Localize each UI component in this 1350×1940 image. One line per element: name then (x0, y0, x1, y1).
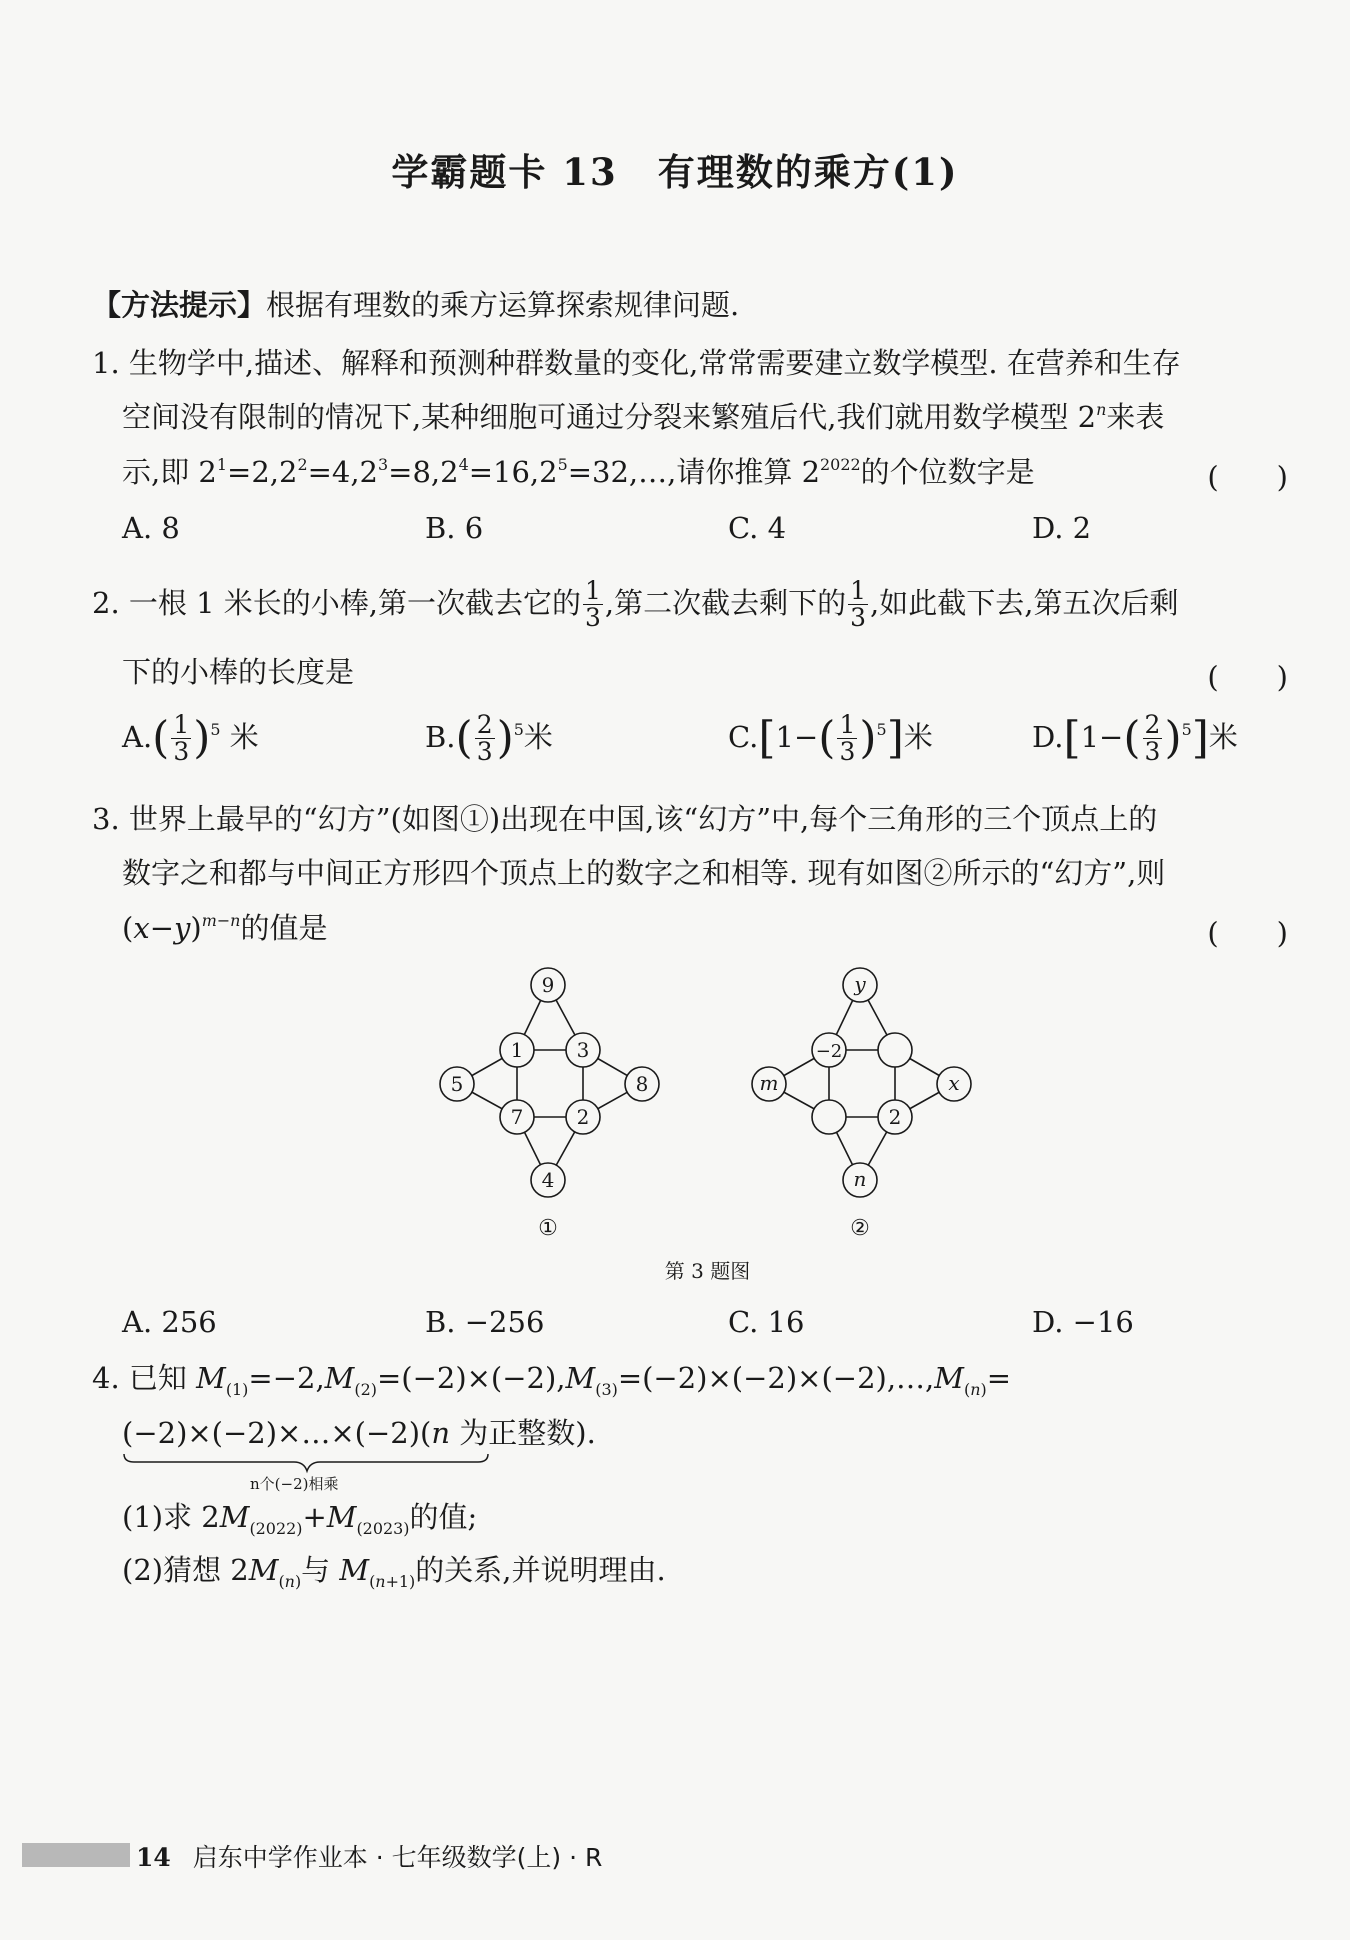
q2-option-d: D.[1−( $\frac{2}{3}$ )$^5$]米 (1032, 710, 1238, 767)
fig2-br-value: 2 (888, 1105, 902, 1129)
fig1-top-value: 9 (541, 973, 555, 997)
footer-bar (22, 1843, 130, 1867)
fig2-label: ② (850, 1216, 870, 1241)
q2-option-b: B.( $\frac{2}{3}$ )$^5$米 (425, 710, 553, 767)
fraction: $\frac{1}{3}$ (585, 576, 601, 633)
fraction: $\frac{1}{3}$ (850, 576, 867, 633)
figure-1-lines (457, 985, 642, 1180)
page-footer (136, 1838, 602, 1874)
footer-text: 启东中学作业本 · 七年级数学(上) · R (192, 1843, 603, 1872)
underbrace-label: n个(−2)相乘 (250, 1475, 339, 1493)
q2-option-c: C.[1−( $\frac{1}{3}$ )$^5$]米 (728, 710, 933, 767)
q2-answer-paren: ( ) (1207, 660, 1288, 694)
q1-line2: 空间没有限制的情况下,某种细胞可通过分裂来繁殖后代,我们就用数学模型 2$^n$来表 (122, 400, 1165, 434)
q3-option-c: C. 16 (728, 1305, 805, 1339)
fig1-bl-value: 7 (510, 1105, 524, 1129)
fig2-top-value: y (854, 972, 866, 996)
page-title: 学霸题卡 13 有理数的乘方(1) (391, 150, 959, 194)
page-number: 14 (136, 1843, 171, 1872)
q1-option-d: D. 2 (1032, 511, 1092, 545)
fig2-tl-value: −2 (815, 1041, 843, 1062)
fig2-left-value: m (759, 1071, 779, 1095)
fig1-left-value: 5 (450, 1072, 464, 1096)
q4-line2: (−2)×(−2)×…×(−2)(n 为正整数). (122, 1416, 596, 1450)
q3-option-d: D. −16 (1032, 1305, 1134, 1339)
q2-line2: 下的小棒的长度是 (122, 655, 355, 689)
figure-caption: 第 3 题图 (664, 1259, 751, 1283)
q3-line2: 数字之和都与中间正方形四个顶点上的数字之和相等. 现有如图②所示的“幻方”,则 (122, 856, 1166, 890)
method-text: 根据有理数的乘方运算探索规律问题. (266, 288, 740, 322)
fig1-right-value: 8 (635, 1072, 649, 1096)
q4-sub2: (2)猜想 $2M_{(n)}$与 $M_{(n+1)}$的关系,并说明理由. (122, 1553, 666, 1592)
fig2-right-value: x (948, 1071, 960, 1095)
figure-circles (440, 968, 971, 1197)
q3-line1: 3. 世界上最早的“幻方”(如图①)出现在中国,该“幻方”中,每个三角形的三个顶点上的 (92, 802, 1158, 836)
magic-square-figures (420, 960, 980, 1280)
q1-option-b: B. 6 (425, 511, 484, 545)
q2-option-a: A.( $\frac{1}{3}$ )$^5$ 米 (122, 710, 259, 767)
q3-answer-paren: ( ) (1207, 916, 1288, 950)
fig2-bottom-value: n (853, 1167, 867, 1191)
q1-option-c: C. 4 (728, 511, 787, 545)
q1-option-a: A. 8 (122, 511, 180, 545)
figure-2-lines (769, 985, 954, 1180)
q1-answer-paren: ( ) (1207, 460, 1288, 494)
fig1-label: ① (538, 1216, 558, 1241)
q1-line1: 1. 生物学中,描述、解释和预测种群数量的变化,常常需要建立数学模型. 在营养和生存 (92, 346, 1181, 380)
q4-sub1: (1)求 $2M_{(2022)}+M_{(2023)}$的值; (122, 1500, 478, 1539)
q4-line1: 4. 已知 $M_{(1)}=-2,M_{(2)}=(-2)\times(-2),M_{(3)}=(-2)\times(-2)\times(-2),\dots,M_{(n)}=$ (92, 1361, 1011, 1400)
underbrace-product: (−2)×(−2)×…×(−2) (122, 1416, 421, 1450)
fig1-tl-value: 1 (510, 1038, 524, 1062)
q3-option-a: A. 256 (122, 1305, 217, 1339)
method-hint (92, 288, 739, 323)
q1-line3: 示,即 $2^1=2,2^2=4,2^3=8,2^4=16,2^5=32,\dots$,请你推算 $2^{2022}$的个位数字是 (122, 455, 1035, 489)
q3-line3: $(x-y)^{m-n}$的值是 (122, 911, 328, 945)
fig1-tr-value: 3 (576, 1038, 590, 1062)
underbrace-icon (122, 1452, 492, 1474)
q3-option-b: B. −256 (425, 1305, 545, 1339)
fig1-br-value: 2 (576, 1105, 590, 1129)
method-tag: 【方法提示】 (92, 288, 267, 322)
fig1-bottom-value: 4 (541, 1168, 555, 1192)
q2-line1: 2. 一根 1 米长的小棒,第一次截去它的 $\frac{1}{3}$ ,第二次截去剩下的 $\frac{1}{3}$ ,如此截下去,第五次后剩 (92, 576, 1179, 633)
